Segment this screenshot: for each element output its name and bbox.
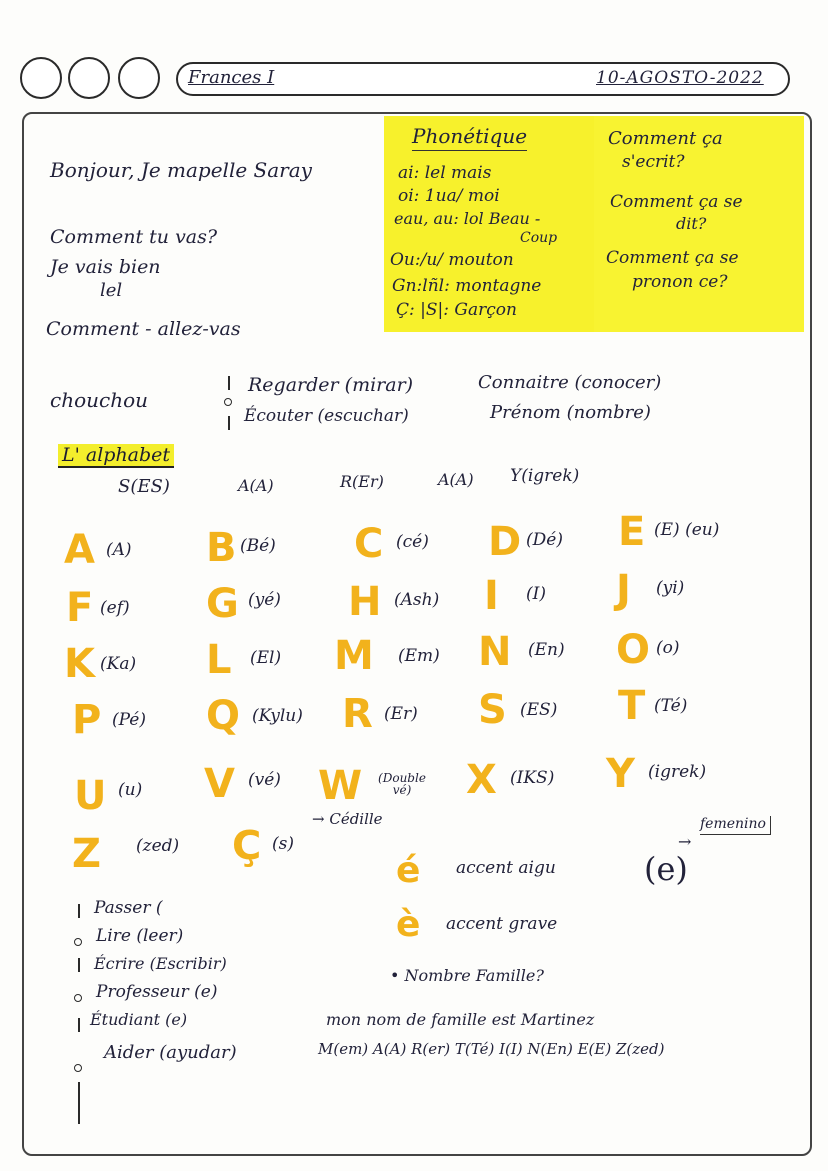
letter-C-cedilla-pron: (s) bbox=[272, 834, 294, 854]
letter-R-pron: (Er) bbox=[384, 704, 418, 724]
vocab-prenom: Prénom (nombre) bbox=[490, 402, 651, 423]
letter-M-pron: (Em) bbox=[398, 646, 440, 666]
question-2b: dit? bbox=[676, 214, 707, 233]
letter-A-pron: (A) bbox=[106, 540, 132, 560]
letter-J-pron: (yi) bbox=[656, 578, 685, 598]
letter-Z-pron: (zed) bbox=[136, 836, 180, 856]
letter-O-pron: (o) bbox=[656, 638, 680, 658]
family-question: • Nombre Famille? bbox=[390, 966, 544, 985]
question-3a: Comment ça se bbox=[606, 248, 739, 268]
spelling-s: S(ES) bbox=[118, 476, 170, 497]
verb-dot-2 bbox=[74, 994, 82, 1002]
intro-line-2: Comment tu vas? bbox=[50, 226, 218, 248]
verb-dot-3 bbox=[74, 1064, 82, 1072]
letter-E-pron: (E) (eu) bbox=[654, 520, 720, 540]
femenino-arrow: → bbox=[678, 832, 692, 851]
vocab-connaitre: Connaitre (conocer) bbox=[478, 372, 662, 393]
femenino-label: femenino bbox=[700, 816, 771, 835]
decor-circle-2 bbox=[68, 57, 110, 99]
letter-B-pron: (Bé) bbox=[240, 536, 276, 556]
phonetic-line-4: Coup bbox=[520, 230, 558, 246]
spelling-r: R(Er) bbox=[340, 472, 384, 491]
letter-D-pron: (Dé) bbox=[526, 530, 563, 550]
letter-L-glyph: L bbox=[206, 637, 232, 683]
letter-N-pron: (En) bbox=[528, 640, 565, 660]
femenino-e: (e) bbox=[644, 850, 688, 888]
letter-B-glyph: B bbox=[206, 525, 237, 571]
vocab-ecouter: Écouter (escuchar) bbox=[244, 406, 409, 426]
letter-F-glyph: F bbox=[66, 585, 94, 631]
vocab-bar-2 bbox=[228, 416, 230, 430]
verb-bar-2 bbox=[78, 958, 80, 972]
letter-W-glyph: W bbox=[318, 763, 363, 809]
cedille-note: → Cédille bbox=[312, 810, 383, 828]
intro-line-1: Bonjour, Je mapelle Saray bbox=[50, 158, 312, 182]
verb-dot-1 bbox=[74, 938, 82, 946]
letter-H-pron: (Ash) bbox=[394, 590, 440, 610]
decor-circle-3 bbox=[118, 57, 160, 99]
phonetic-line-2: oi: 1ua/ moi bbox=[398, 186, 500, 206]
letter-M-glyph: M bbox=[334, 633, 374, 679]
intro-line-3: Je vais bien bbox=[50, 256, 161, 278]
vocab-dot bbox=[224, 398, 232, 406]
letter-Q-glyph: Q bbox=[206, 693, 241, 739]
letter-A-glyph: A bbox=[64, 527, 95, 573]
phonetics-title: Phonétique bbox=[412, 124, 527, 151]
alphabet-title: L' alphabet bbox=[58, 444, 174, 468]
accent-aigu-text: accent aigu bbox=[456, 858, 556, 878]
letter-G-pron: (yé) bbox=[248, 590, 281, 610]
letter-T-pron: (Té) bbox=[654, 696, 688, 716]
family-answer: mon nom de famille est Martinez bbox=[326, 1010, 595, 1029]
accent-aigu-letter: é bbox=[396, 850, 421, 891]
phonetic-line-3: eau, au: lol Beau - bbox=[394, 209, 541, 228]
letter-G-glyph: G bbox=[206, 581, 239, 627]
phonetic-line-7: Ç: |S|: Garçon bbox=[396, 300, 517, 320]
decor-circle-1 bbox=[20, 57, 62, 99]
letter-P-pron: (Pé) bbox=[112, 710, 146, 730]
spelling-a: A(A) bbox=[238, 476, 274, 495]
letter-K-glyph: K bbox=[64, 641, 95, 687]
letter-L-pron: (El) bbox=[250, 648, 282, 668]
letter-J-glyph: J bbox=[616, 567, 631, 613]
letter-C-cedilla-glyph: Ç bbox=[232, 823, 262, 869]
letter-K-pron: (Ka) bbox=[100, 654, 137, 674]
letter-X-glyph: X bbox=[466, 757, 497, 803]
letter-T-glyph: T bbox=[618, 683, 646, 729]
letter-H-glyph: H bbox=[348, 579, 382, 625]
letter-Z-glyph: Z bbox=[72, 831, 102, 877]
question-2a: Comment ça se bbox=[610, 192, 743, 212]
phonetic-line-6: Gn:lñl: montagne bbox=[392, 276, 542, 296]
letter-P-glyph: P bbox=[72, 697, 102, 743]
letter-V-glyph: V bbox=[204, 761, 235, 807]
letter-U-pron: (u) bbox=[118, 780, 143, 800]
spelling-y: Y(igrek) bbox=[510, 466, 580, 486]
letter-Q-pron: (Kylu) bbox=[252, 706, 303, 726]
letter-S-glyph: S bbox=[478, 687, 507, 733]
family-spelled: M(em) A(A) R(er) T(Té) I(I) N(En) E(E) Z(zed) bbox=[318, 1040, 665, 1058]
verb-bar-4 bbox=[78, 1082, 80, 1124]
letter-U-glyph: U bbox=[74, 773, 107, 819]
letter-C-pron: (cé) bbox=[396, 532, 429, 552]
letter-R-glyph: R bbox=[342, 691, 373, 737]
question-1b: s'ecrit? bbox=[622, 152, 685, 172]
phonetic-line-1: ai: lel mais bbox=[398, 163, 492, 183]
phonetic-line-5: Ou:/u/ mouton bbox=[390, 250, 514, 270]
verb-3: Écrire (Escribir) bbox=[94, 954, 227, 973]
verb-bar-3 bbox=[78, 1018, 80, 1032]
question-1a: Comment ça bbox=[608, 128, 723, 149]
letter-F-pron: (ef) bbox=[100, 598, 130, 618]
tab-label: Frances I bbox=[188, 67, 275, 88]
vocab-bar bbox=[228, 376, 230, 390]
vocab-regarder: Regarder (mirar) bbox=[248, 374, 414, 396]
letter-N-glyph: N bbox=[478, 629, 512, 675]
date-label: 10-AGOSTO-2022 bbox=[596, 68, 764, 88]
vocab-chouchou: chouchou bbox=[50, 388, 149, 412]
verb-1: Passer ( bbox=[94, 898, 163, 918]
letter-S-pron: (ES) bbox=[520, 700, 558, 720]
letter-X-pron: (IKS) bbox=[510, 768, 555, 788]
question-3b: pronon ce? bbox=[632, 272, 728, 292]
spelling-a2: A(A) bbox=[438, 470, 474, 489]
letter-E-glyph: E bbox=[618, 509, 646, 555]
letter-Y-pron: (igrek) bbox=[648, 762, 707, 782]
verb-4: Professeur (e) bbox=[96, 982, 218, 1002]
letter-D-glyph: D bbox=[488, 519, 522, 565]
verb-bar-1 bbox=[78, 904, 80, 918]
verb-6: Aider (ayudar) bbox=[104, 1042, 237, 1063]
verb-5: Étudiant (e) bbox=[90, 1010, 188, 1029]
letter-I-glyph: I bbox=[484, 573, 499, 619]
accent-grave-text: accent grave bbox=[446, 914, 558, 934]
letter-O-glyph: O bbox=[616, 627, 651, 673]
accent-grave-letter: è bbox=[396, 904, 421, 945]
verb-2: Lire (leer) bbox=[96, 926, 184, 946]
letter-Y-glyph: Y bbox=[606, 751, 635, 797]
intro-line-5: Comment - allez-vas bbox=[46, 318, 241, 340]
letter-W-pron: (Double vé) bbox=[378, 771, 426, 797]
intro-line-4: lel bbox=[100, 280, 123, 301]
letter-I-pron: (I) bbox=[526, 584, 546, 604]
letter-V-pron: (vé) bbox=[248, 770, 281, 790]
letter-C-glyph: C bbox=[354, 521, 384, 567]
